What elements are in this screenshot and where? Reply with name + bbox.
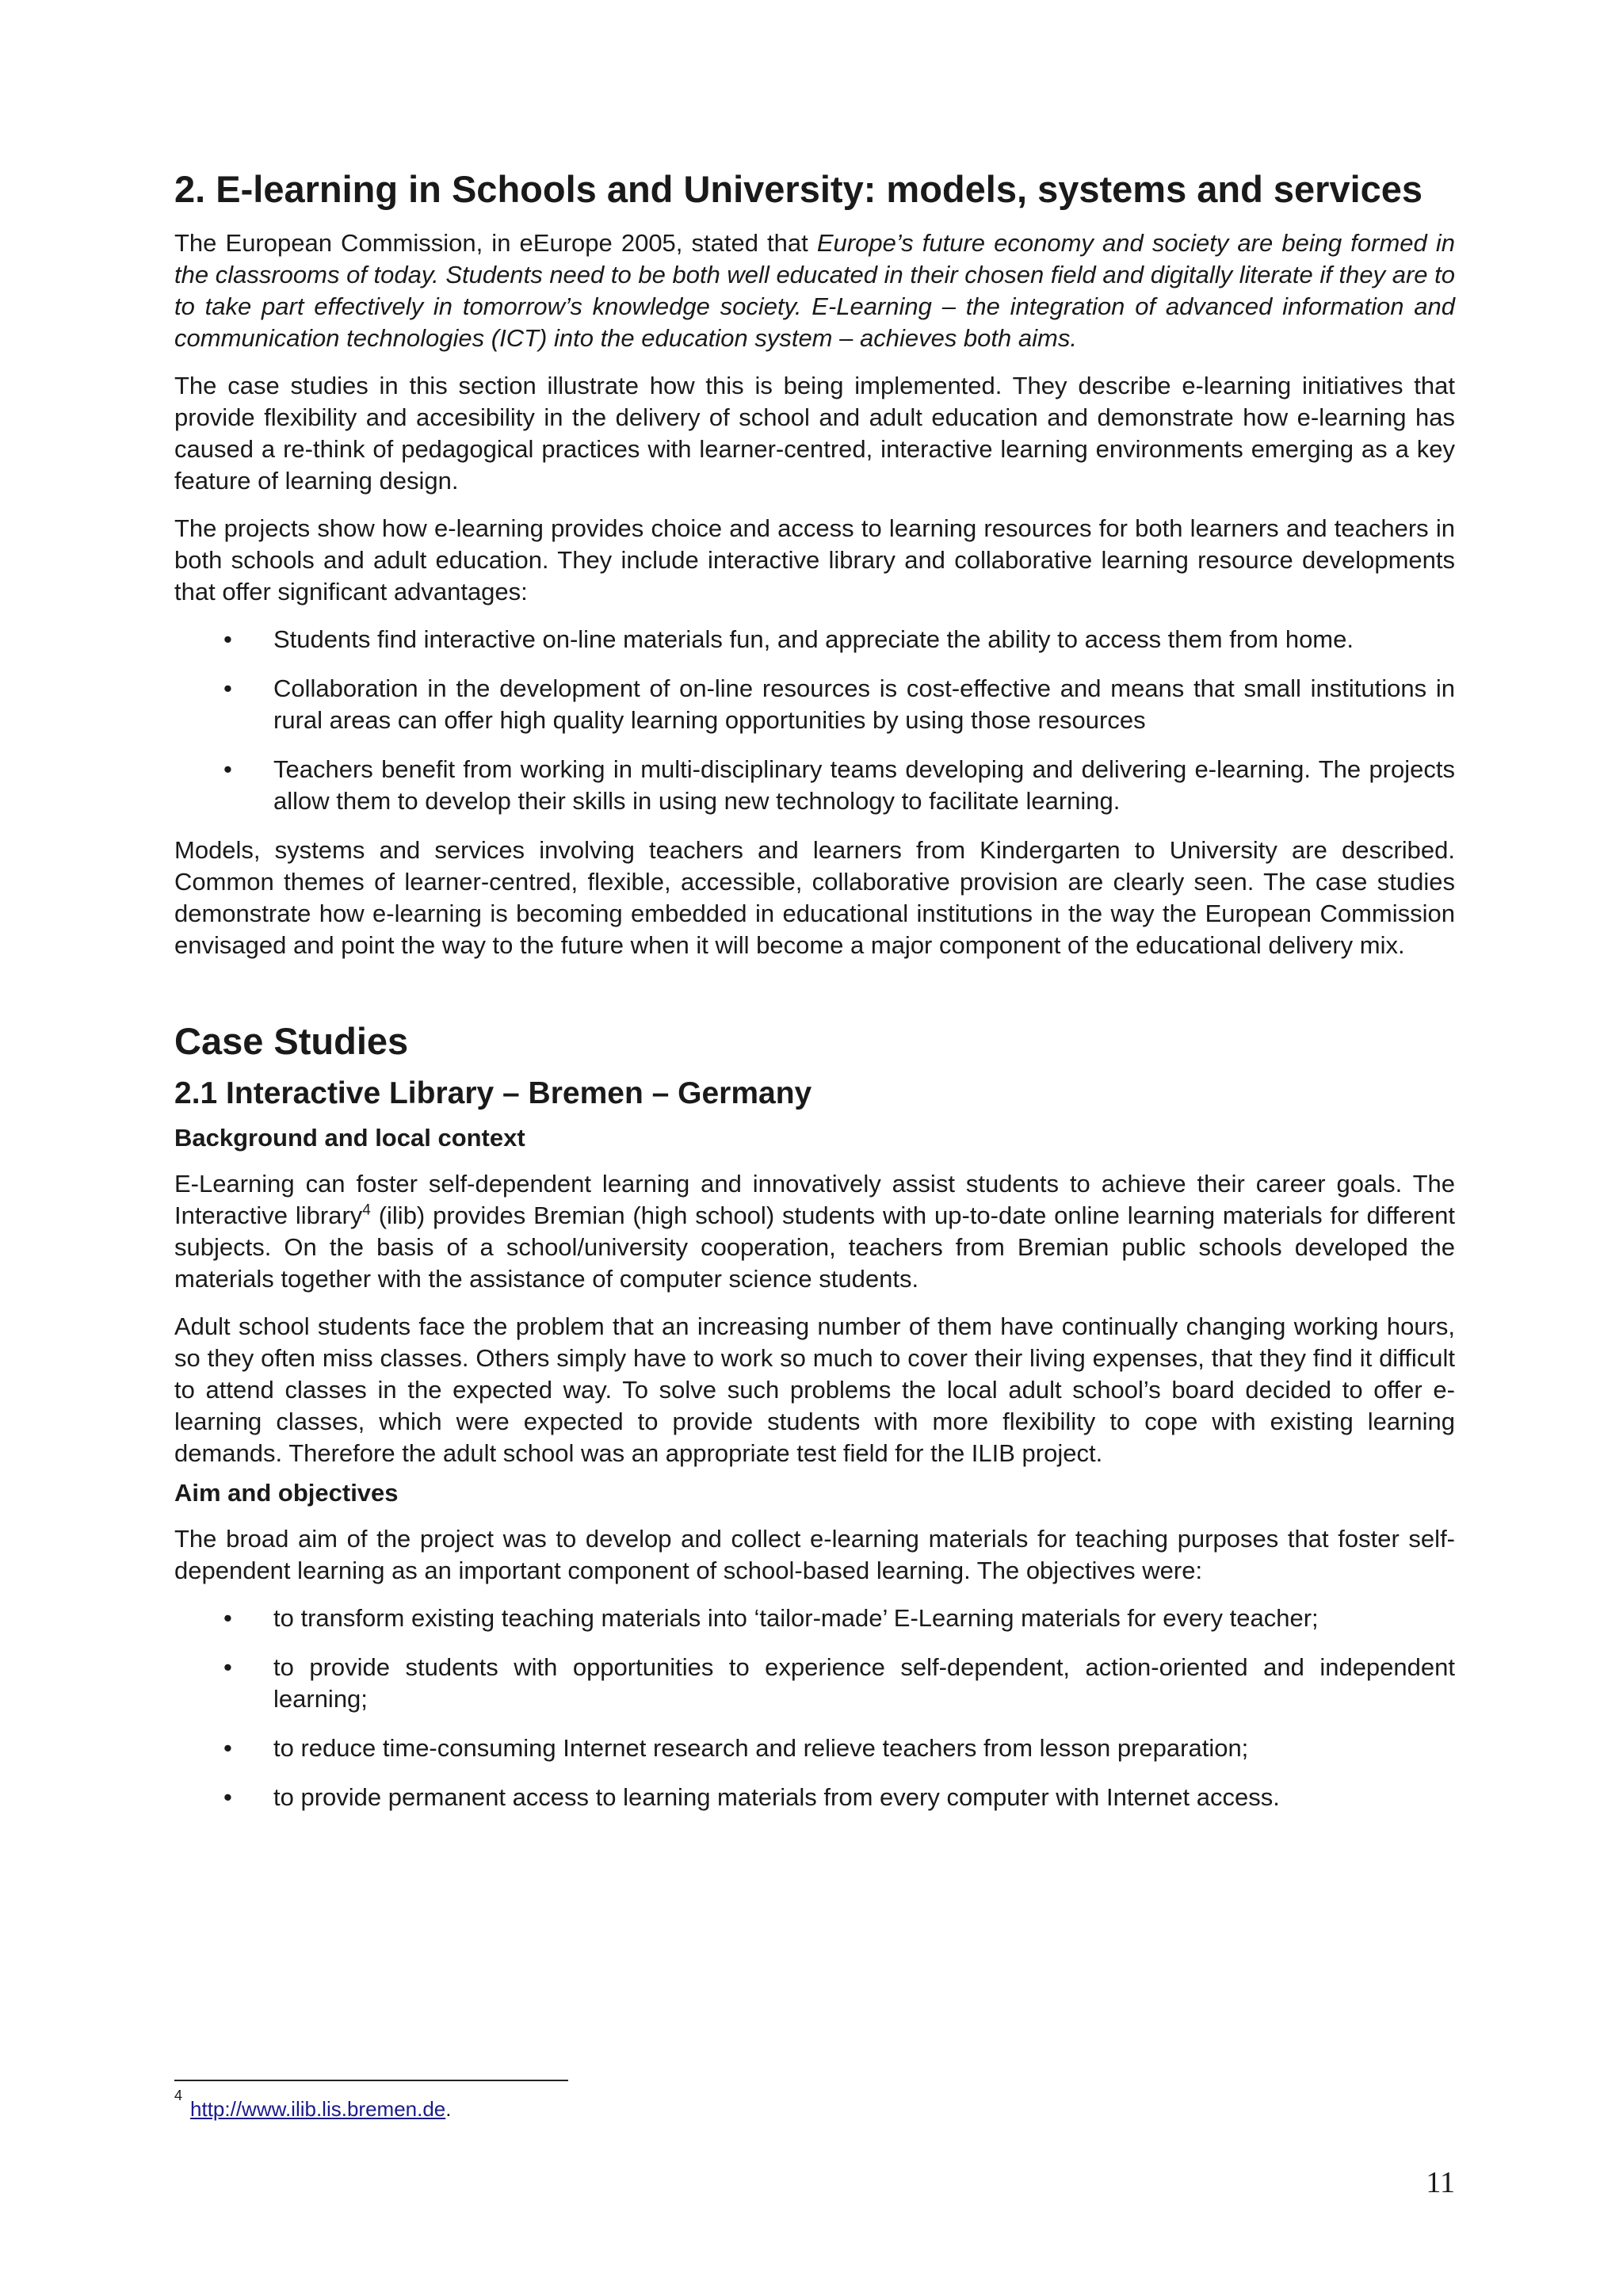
list-item: [174, 1652, 1455, 1715]
list-item-text: to reduce time-consuming Internet research and relieve teachers from lesson preparation;: [273, 1734, 1249, 1762]
list-item: [174, 1603, 1455, 1634]
list-item-text: Collaboration in the development of on-line resources is cost-effective and means that small institutions in rural areas can offer high quality learning opportunities by using those resources: [273, 674, 1455, 734]
bullet-icon: •: [223, 1604, 232, 1632]
background-text-before: E-Learning can foster self-dependent learning and innovatively assist students to achieve their career goals. The Interactive library: [174, 1170, 1455, 1229]
footnote: [174, 2088, 452, 2122]
intro-quote: Europe’s future economy and society are being formed in the classrooms of today. Students need to be both well educated in their chosen field and digitally literate if they are to to take part effectively in tomorrow’s knowledge society. E-Learning – the integration of advanced information and communication technologies (ICT) into the education system – achieves both aims.: [174, 229, 1455, 352]
intro-paragraph: [174, 227, 1455, 354]
footnote-divider: [174, 2080, 568, 2081]
bullet-icon: •: [223, 674, 232, 702]
bullet-icon: •: [223, 1653, 232, 1681]
footnote-link[interactable]: http://www.ilib.lis.bremen.de: [190, 2097, 446, 2121]
advantages-list: [174, 624, 1455, 817]
bullet-icon: •: [223, 1734, 232, 1762]
background-paragraph-1: [174, 1168, 1455, 1295]
list-item-text: Students find interactive on-line materials fun, and appreciate the ability to access them from home.: [273, 625, 1354, 653]
background-heading: Background and local context: [174, 1124, 525, 1152]
footnote-period: .: [445, 2097, 452, 2121]
models-paragraph: Models, systems and services involving teachers and learners from Kindergarten to University are described. Common themes of learner-centred, flexible, accessible, collaborative provision are clearly seen. The case studies demonstrate how e-learning is becoming embedded in educational institutions in the way the European Commission envisaged and point the way to the future when it will become a major component of the educational delivery mix.: [174, 836, 1455, 959]
list-item-text: to provide students with opportunities to experience self-dependent, action-oriented and independent learning;: [273, 1653, 1455, 1713]
aim-heading: Aim and objectives: [174, 1479, 399, 1507]
list-item-text: Teachers benefit from working in multi-disciplinary teams developing and delivering e-learning. The projects allow them to develop their skills in using new technology to facilitate learning.: [273, 755, 1455, 815]
aim-paragraph: The broad aim of the project was to develop and collect e-learning materials for teaching purposes that foster self-dependent learning as an important component of school-based learning. The objectives were:: [174, 1525, 1455, 1584]
bullet-icon: •: [223, 625, 232, 653]
footnote-reference[interactable]: 4: [362, 1201, 371, 1219]
list-item: [174, 1733, 1455, 1764]
list-item: [174, 1782, 1455, 1813]
list-item-text: to provide permanent access to learning materials from every computer with Internet access.: [273, 1783, 1280, 1811]
page-number: 11: [1426, 2166, 1455, 2199]
list-item: [174, 754, 1455, 817]
section-title: 2. E-learning in Schools and University: models, systems and services: [174, 168, 1423, 210]
list-item-text: to transform existing teaching materials into ‘tailor-made’ E-Learning materials for every teacher;: [273, 1604, 1319, 1632]
intro-lead: The European Commission, in eEurope 2005, stated that: [174, 229, 817, 257]
page-body: [174, 166, 1455, 1831]
bullet-icon: •: [223, 755, 232, 783]
footnote-number: 4: [174, 2088, 183, 2104]
list-item: [174, 673, 1455, 736]
background-text-after: (ilib) provides Bremian (high school) students with up-to-date online learning materials for different subjects. On the basis of a school/university cooperation, teachers from Bremian public schools developed the materials together with the assistance of computer science students.: [174, 1201, 1456, 1293]
case-title: 2.1 Interactive Library – Bremen – Germany: [174, 1076, 812, 1110]
background-paragraph-2: Adult school students face the problem that an increasing number of them have continually changing working hours, so they often miss classes. Others simply have to work so much to cover their living expenses, that they find it difficult to attend classes in the expected way. To solve such problems the local adult school’s board decided to offer e-learning classes, which were expected to provide students with more flexibility to cope with existing learning demands. Therefore the adult school was an appropriate test field for the ILIB project.: [174, 1312, 1455, 1467]
projects-paragraph: The projects show how e-learning provides choice and access to learning resources for both learners and teachers in both schools and adult education. They include interactive library and collaborative learning resource developments that offer significant advantages:: [174, 514, 1455, 606]
list-item: [174, 624, 1455, 655]
case-studies-heading: Case Studies: [174, 1020, 409, 1062]
case-studies-paragraph: The case studies in this section illustrate how this is being implemented. They describe e-learning initiatives that provide flexibility and accesibility in the delivery of school and adult education and demonstrate how e-learning has caused a re-think of pedagogical practices with learner-centred, interactive learning environments emerging as a key feature of learning design.: [174, 372, 1455, 495]
objectives-list: [174, 1603, 1455, 1813]
bullet-icon: •: [223, 1783, 232, 1811]
